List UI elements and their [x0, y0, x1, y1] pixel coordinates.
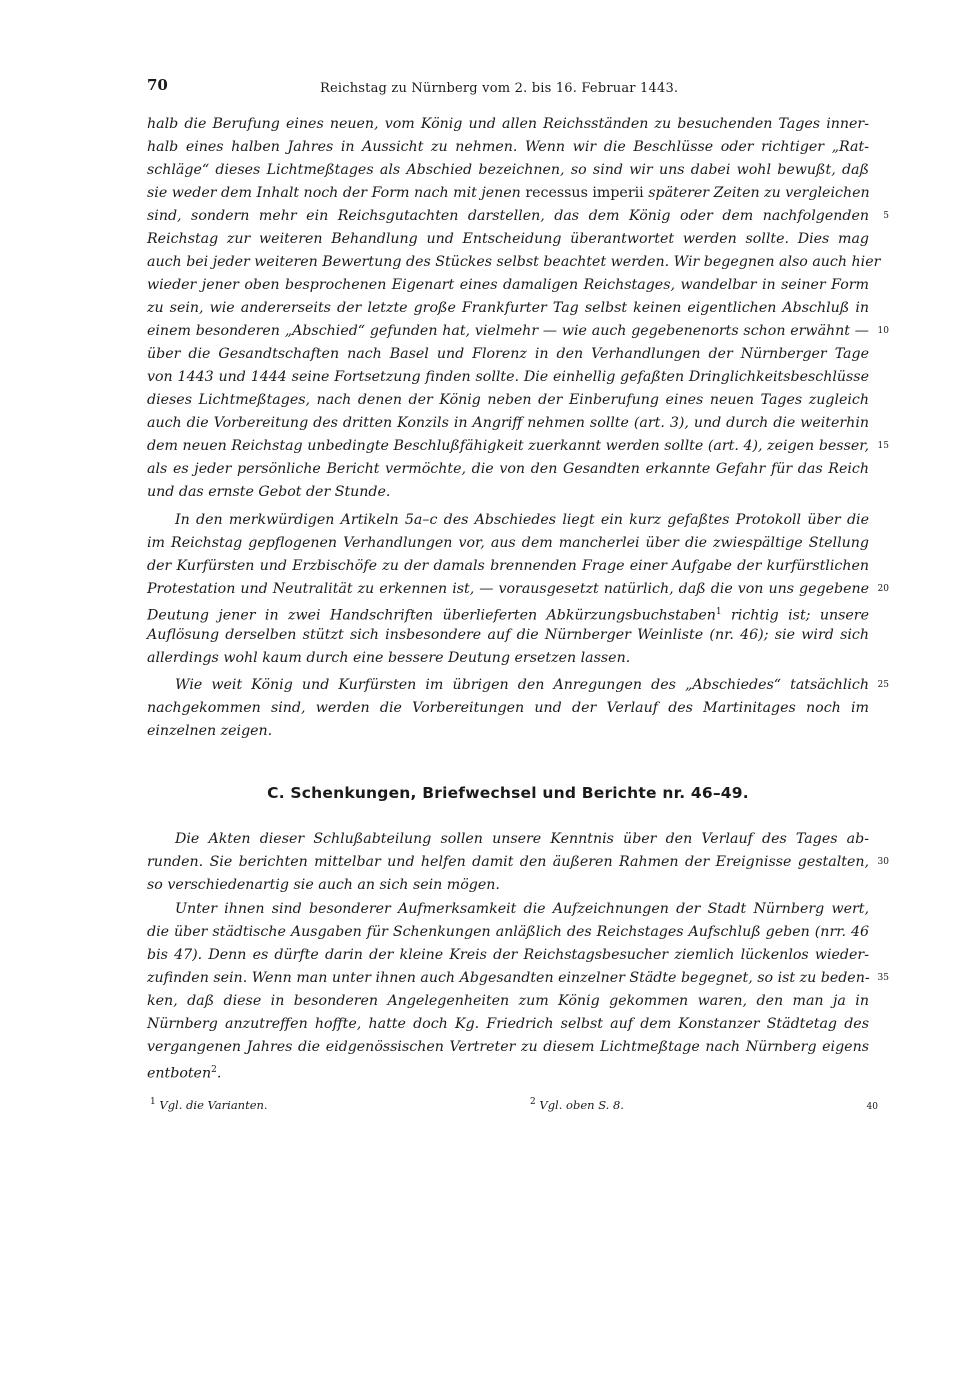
text-line: über die Gesandtschaften nach Basel und Florenz in den Verhandlungen der Nürnberger Tage — [147, 346, 869, 362]
text-line: Nürnberg anzutreffen hoffte, hatte doch Kg. Friedrich selbst auf dem Konstanzer Städtetag des — [147, 1016, 869, 1032]
text-line — [147, 205, 889, 228]
paragraph-5 — [147, 898, 889, 1082]
text-line — [147, 601, 869, 624]
paragraph-4 — [147, 828, 889, 897]
footnote-text: Vgl. die Varianten. — [159, 1097, 268, 1112]
text-line: auch die Vorbereitung des dritten Konzils in Angriff nehmen sollte (art. 3), und durch die weiterhin — [147, 415, 869, 431]
text-segment: Deutung jener in zwei Handschriften überlieferten Abkürzungsbuchstaben — [147, 607, 716, 624]
text-segment: zufinden sein. Wenn man unter ihnen auch Abgesandten einzelner Städte begegnet, so ist zu beden- — [147, 970, 870, 986]
paragraph-1 — [147, 113, 889, 504]
text-line — [147, 674, 889, 697]
latin-phrase: recessus imperii — [525, 185, 644, 201]
footnote-mark: 1 — [150, 1097, 156, 1107]
line-number: 25 — [877, 680, 889, 690]
text-line: allerdings wohl kaum durch eine bessere Deutung ersetzen lassen. — [147, 650, 631, 666]
text-line — [147, 851, 889, 874]
line-number: 10 — [877, 326, 889, 336]
line-number: 15 — [877, 441, 889, 451]
text-segment: sie weder dem Inhalt noch der Form nach mit jenen — [147, 185, 521, 201]
line-number: 40 — [866, 1102, 878, 1112]
text-line: die über städtische Ausgaben für Schenkungen anläßlich des Reichstages Aufschluß geben (nrr. 46 — [147, 924, 869, 940]
text-line: vergangenen Jahres die eidgenössischen Vertreter zu diesem Lichtmeßtage nach Nürnberg eigens — [147, 1039, 869, 1055]
text-line: ken, daß diese in besonderen Angelegenheiten zum König gekommen waren, den man ja in — [147, 993, 869, 1009]
footnote-text: Vgl. oben S. 8. — [539, 1097, 624, 1112]
text-segment: entboten — [147, 1065, 212, 1082]
paragraph-2 — [147, 509, 889, 670]
text-line: nachgekommen sind, werden die Vorbereitungen und der Verlauf des Martinitages noch im — [147, 700, 869, 716]
footnote-mark: 2 — [530, 1097, 536, 1107]
text-line: wieder jener oben besprochenen Eigenart eines damaligen Reichstages, wandelbar in seiner Form — [147, 277, 869, 293]
text-line: als es jeder persönliche Bericht vermöchte, die von den Gesandten erkannte Gefahr für das Reich — [147, 461, 869, 477]
text-segment: runden. Sie berichten mittelbar und helfen damit den äußeren Rahmen der Ereignisse gestalten, — [147, 854, 869, 870]
text-line: und das ernste Gebot der Stunde. — [147, 484, 391, 500]
text-line: Auflösung derselben stützt sich insbesondere auf die Nürnberger Weinliste (nr. 46); sie wird sich — [147, 627, 869, 643]
text-line — [147, 578, 889, 601]
text-line — [147, 182, 869, 205]
text-line: Die Akten dieser Schlußabteilung sollen unsere Kenntnis über den Verlauf des Tages ab- — [175, 831, 869, 847]
line-number: 35 — [877, 973, 889, 983]
text-line — [147, 967, 889, 990]
text-segment: Wie weit König und Kurfürsten im übrigen den Anregungen des „Abschiedes“ tatsächlich — [175, 677, 869, 693]
text-line: im Reichstag gepflogenen Verhandlungen vor, aus dem mancherlei über die zwiespältige Stellung — [147, 535, 869, 551]
text-segment: dem neuen Reichstag unbedingte Beschlußfähigkeit zuerkannt werden sollte (art. 4), zeigen besser, — [147, 438, 869, 454]
text-line: Reichstag zur weiteren Behandlung und Entscheidung überantwortet werden sollte. Dies mag — [147, 231, 869, 247]
page-number: 70 — [147, 76, 168, 94]
text-line: der Kurfürsten und Erzbischöfe zu der damals brennenden Frage einer Aufgabe der kurfürstlichen — [147, 558, 869, 574]
text-segment: sind, sondern mehr ein Reichsgutachten darstellen, das dem König oder dem nachfolgenden — [147, 208, 869, 224]
text-segment: Protestation und Neutralität zu erkennen ist, — vorausgesetzt natürlich, daß die von uns gegebene — [147, 581, 869, 597]
text-line — [147, 320, 889, 343]
text-line: dieses Lichtmeßtages, nach denen der König neben der Einberufung eines neuen Tages zugleich — [147, 392, 869, 408]
text-line: In den merkwürdigen Artikeln 5a–c des Abschiedes liegt ein kurz gefaßtes Protokoll über die — [175, 512, 869, 528]
line-number: 5 — [883, 211, 889, 221]
text-line: entboten$^2$. — [147, 1065, 222, 1082]
text-line: auch bei jeder weiteren Bewertung des Stückes selbst beachtet werden. Wir begegnen also auch hier — [147, 254, 881, 270]
text-line: halb die Berufung eines neuen, vom König und allen Reichsständen zu besuchenden Tages inner- — [147, 116, 869, 132]
text-line: bis 47). Denn es dürfte darin der kleine Kreis der Reichstagsbesucher ziemlich lückenlos wieder- — [147, 947, 869, 963]
text-line: so verschiedenartig sie auch an sich sein mögen. — [147, 877, 500, 893]
text-line: halb eines halben Jahres in Aussicht zu nehmen. Wenn wir die Beschlüsse oder richtiger „Rat- — [147, 139, 869, 155]
line-number: 20 — [877, 584, 889, 594]
paragraph-3 — [147, 674, 889, 743]
text-line: zu sein, wie andererseits der letzte große Frankfurter Tag selbst keinen eigentlichen Abschluß in — [147, 300, 869, 316]
text-line — [147, 435, 889, 458]
section-heading: C. Schenkungen, Briefwechsel und Berichte nr. 46–49. — [267, 784, 749, 802]
line-number: 30 — [877, 857, 889, 867]
running-head: Reichstag zu Nürnberg vom 2. bis 16. Februar 1443. — [320, 81, 679, 96]
text-line: schläge“ dieses Lichtmeßtages als Abschied bezeichnen, so sind wir uns dabei wohl bewußt, daß — [147, 162, 869, 178]
text-line: einzelnen zeigen. — [147, 723, 273, 739]
text-segment: späterer Zeiten zu vergleichen — [648, 185, 870, 201]
text-line: von 1443 und 1444 seine Fortsetzung finden sollte. Die einhellig gefaßten Dringlichkeitsbeschlüsse — [147, 369, 869, 385]
text-segment: richtig ist; unsere — [721, 607, 869, 624]
text-segment: einem besonderen „Abschied“ gefunden hat, vielmehr — wie auch gegebenenorts schon erwähnt — — [147, 323, 869, 339]
footnote-2 — [530, 1097, 624, 1112]
footnote-1 — [150, 1097, 268, 1112]
footnote-reference: 2 — [211, 1065, 217, 1075]
text-line: Unter ihnen sind besonderer Aufmerksamkeit die Aufzeichnungen der Stadt Nürnberg wert, — [175, 901, 869, 917]
footnote-reference: 1 — [715, 607, 722, 617]
